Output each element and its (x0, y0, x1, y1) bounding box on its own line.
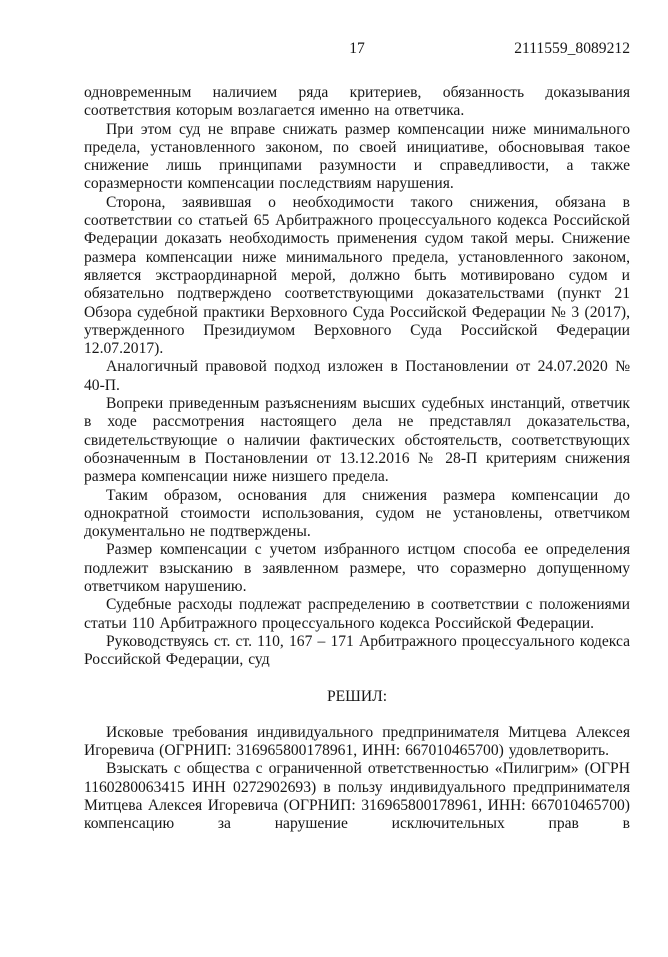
page-number: 17 (349, 40, 365, 57)
paragraph: Аналогичный правовой подход изложен в Постановлении от 24.07.2020 № 40-П. (84, 358, 630, 394)
ruling-heading: РЕШИЛ: (326, 687, 388, 705)
paragraph: Вопреки приведенным разъяснениям высших судебных инстанций, ответчик в ходе рассмотрения настоящего дела не представлял доказательства, свидетельствующие о наличии фактических обстоятельств, соответствующих обозначенным в Постановлении от 13.12.2016 № 28-П критериям снижения размера компенсации ниже низшего предела. (84, 395, 630, 486)
paragraph: При этом суд не вправе снижать размер компенсации ниже минимального предела, установленного законом, по своей инициативе, обосновывая такое снижение лишь принципами разумности и справедливости, а также соразмерности компенсации последствиям нарушения. (84, 120, 630, 193)
page-header (84, 40, 630, 59)
paragraph: Руководствуясь ст. ст. 110, 167 – 171 Арбитражного процессуального кодекса Российской Федерации, суд (84, 632, 630, 669)
paragraph: Таким образом, основания для снижения размера компенсации до однократной стоимости использования, судом не установлены, ответчиком документально не подтверждены. (84, 486, 630, 541)
paragraph-continuation-from-previous-page: одновременным наличием ряда критериев, обязанность доказывания соответствия которым возлагается именно на ответчика. (84, 84, 630, 120)
paragraph: Сторона, заявившая о необходимости такого снижения, обязана в соответствии со статьей 65 Арбитражного процессуального кодекса Российской Федерации доказать необходимость применения судом такой меры. Снижение размера компенсации ниже минимального предела, установленного законом, является экстраординарной мерой, должно быть мотивировано судом и обязательно подтверждено соответствующими доказательствами (пункт 21 Обзора судебной практики Верховного Суда Российской Федерации № 3 (2017), утвержденного Президиумом Верховного Суда Российской Федерации 12.07.2017). (84, 193, 630, 358)
ruling-paragraph-continues-next-page: Взыскать с общества с ограниченной ответственностью «Пилигрим» (ОГРН 1160280063415 ИНН 0272902693) в пользу индивидуального предпринимателя Митцева Алексея Игоревича (ОГРНИП: 316965800178961, ИНН: 667010465700) компенсацию за нарушение исключительных прав в (84, 760, 630, 833)
document-body (84, 84, 630, 834)
paragraph: Судебные расходы подлежат распределению в соответствии с положениями статьи 110 Арбитражного процессуального кодекса Российской Федерации. (84, 596, 630, 632)
ruling-paragraph: Исковые требования индивидуального предпринимателя Митцева Алексея Игоревича (ОГРНИП: 316965800178961, ИНН: 667010465700) удовлетворить. (84, 723, 630, 760)
paragraph: Размер компенсации с учетом избранного истцом способа ее определения подлежит взысканию в заявленном размере, что соразмерно допущенному ответчиком нарушению. (84, 541, 630, 596)
case-document-number: 2111559_8089212 (514, 40, 630, 57)
